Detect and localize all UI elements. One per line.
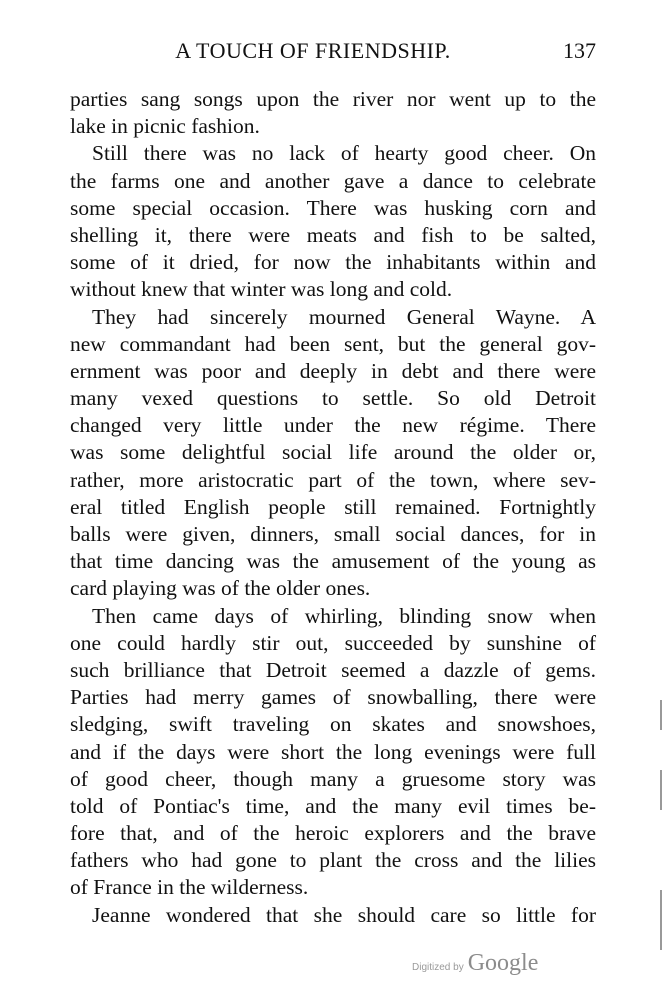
text-line: card playing was of the older ones. [70,576,371,601]
text-line: shelling it, there were meats and fish to be salted, [70,222,596,247]
text-line: rather, more aristocratic part of the town, where sev- [70,467,596,492]
text-line: parties sang songs upon the river nor went up to the [70,87,596,111]
text-line: ernment was poor and deeply in debt and there were [70,358,596,383]
running-head-title: A TOUCH OF FRIENDSHIP. [175,38,451,63]
text-line: eral titled English people still remained. Fortnightly [70,494,596,519]
text-line: fore that, and of the heroic explorers and the brave [70,821,596,846]
text-line: balls were given, dinners, small social dances, for in [70,522,596,546]
body-text [70,86,596,929]
text-line: some special occasion. There was husking corn and [70,195,596,220]
text-line: that time dancing was the amusement of the young as [70,549,596,574]
text-line: was some delightful social life around the older or, [70,440,596,465]
digitized-by-label: Digitized by [412,962,464,973]
digitized-by-google-watermark [412,950,538,977]
text-line: of France in the wilderness. [70,875,309,900]
text-line: one could hardly stir out, succeeded by sunshine of [70,630,596,655]
text-line: Parties had merry games of snowballing, there were [70,685,596,710]
text-line: without knew that winter was long and cold. [70,277,453,302]
text-line: and if the days were short the long evenings were full [70,739,596,764]
text-line: lake in picnic fashion. [70,114,260,139]
google-logo-text: Google [467,950,539,976]
text-line: of good cheer, though many a gruesome story was [70,766,596,791]
text-line: Still there was no lack of hearty good cheer. On [92,141,596,166]
text-line: such brilliance that Detroit seemed a dazzle of gems. [70,657,596,682]
text-line: Then came days of whirling, blinding snow when [92,603,596,628]
text-line: They had sincerely mourned General Wayne. A [92,304,596,329]
text-line: many vexed questions to settle. So old Detroit [70,386,596,411]
text-line: Jeanne wondered that she should care so little for [92,902,596,927]
text-line: sledging, swift traveling on skates and snowshoes, [70,712,596,737]
text-line: some of it dried, for now the inhabitants within and [70,250,596,275]
text-line: new commandant had been sent, but the general gov- [70,331,596,356]
text-line: changed very little under the new régime. There [70,413,596,438]
text-line: the farms one and another gave a dance to celebrate [70,168,596,193]
text-line: told of Pontiac's time, and the many evil times be- [70,793,596,818]
page-header [70,38,596,72]
text-line: fathers who had gone to plant the cross and the lilies [70,848,596,873]
page-number: 137 [563,38,596,63]
